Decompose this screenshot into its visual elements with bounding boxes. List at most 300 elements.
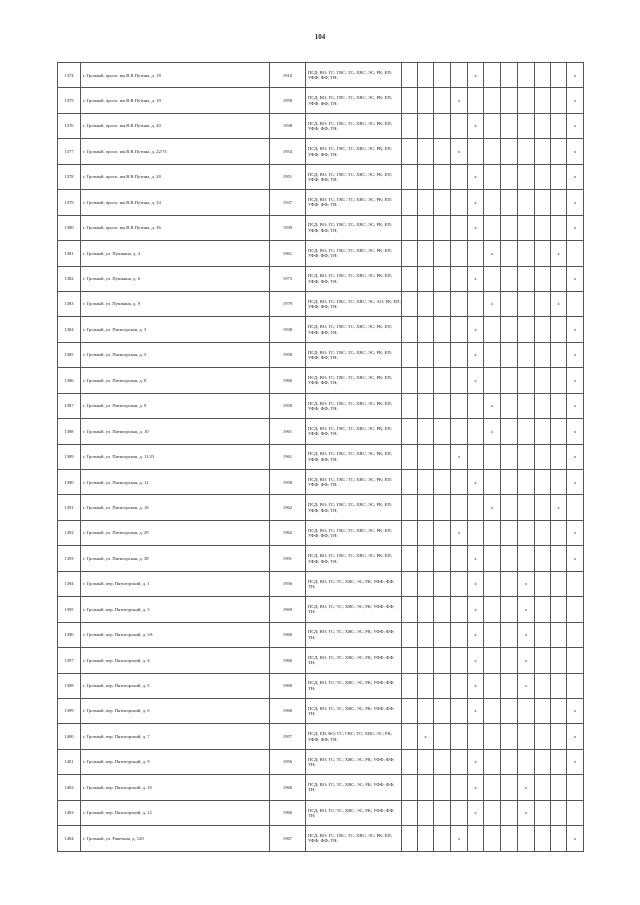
mark-cell xyxy=(484,546,501,571)
mark-cell: x xyxy=(468,470,484,495)
mark-cell xyxy=(468,88,484,113)
mark-cell xyxy=(434,368,451,393)
address-cell: г. Грозный, просп. им.В.В.Путина, д. 34 xyxy=(81,190,270,215)
mark-cell xyxy=(402,368,418,393)
mark-cell xyxy=(434,241,451,266)
mark-cell xyxy=(518,291,535,316)
mark-cell xyxy=(518,368,535,393)
mark-cell: x xyxy=(468,266,484,291)
mark-cell xyxy=(501,698,518,723)
mark-cell xyxy=(451,470,468,495)
mark-cell xyxy=(535,673,551,698)
mark-cell xyxy=(518,393,535,418)
mark-cell xyxy=(418,291,434,316)
mark-cell xyxy=(535,419,551,444)
mark-cell: x xyxy=(468,546,484,571)
mark-cell xyxy=(418,419,434,444)
mark-cell xyxy=(501,597,518,622)
mark-cell xyxy=(468,495,484,520)
mark-cell: x xyxy=(567,113,584,138)
mark-cell xyxy=(468,139,484,164)
systems-cell: ПСД; ВО; ГС; ТС; ХВС; ЭС; РК; УФФ; ФФ; ТН; xyxy=(306,648,402,673)
mark-cell xyxy=(402,648,418,673)
mark-cell xyxy=(535,800,551,825)
row-number: 1376 xyxy=(58,113,81,138)
row-number: 1389 xyxy=(58,444,81,469)
systems-cell: ПСД; ВО; ГС; ГВС; ТС; ХВС; ЭС; РК; ЕП; УФФ; ФФ; ТН; xyxy=(306,520,402,545)
mark-cell xyxy=(501,139,518,164)
mark-cell xyxy=(551,622,567,647)
mark-cell xyxy=(567,597,584,622)
mark-cell: x xyxy=(567,724,584,749)
mark-cell xyxy=(551,724,567,749)
table-row xyxy=(58,520,584,545)
mark-cell xyxy=(518,520,535,545)
address-cell: г. Грозный, пер. Пятигорский, д. 12 xyxy=(81,800,270,825)
mark-cell xyxy=(551,800,567,825)
row-number: 1391 xyxy=(58,495,81,520)
mark-cell: x xyxy=(468,571,484,596)
mark-cell: x xyxy=(518,800,535,825)
address-cell: г. Грозный, просп. им.В.В.Путина, д. 20 xyxy=(81,113,270,138)
mark-cell xyxy=(451,597,468,622)
mark-cell xyxy=(501,241,518,266)
row-number: 1398 xyxy=(58,673,81,698)
systems-cell: ПСД; ВО; ГС; ТС; ХВС; ЭС; РК; УФФ; ФФ; ТН; xyxy=(306,571,402,596)
mark-cell xyxy=(551,775,567,800)
mark-cell xyxy=(518,419,535,444)
mark-cell xyxy=(402,520,418,545)
year-cell: 1956 xyxy=(270,749,306,774)
systems-cell: ПСД; ВО; ГС; ГВС; ТС; ХВС; ЭС; РК; ЕП; УФФ; ФФ; ТН; xyxy=(306,368,402,393)
mark-cell: x xyxy=(468,164,484,189)
mark-cell xyxy=(535,63,551,88)
mark-cell xyxy=(418,520,434,545)
year-cell: 1958 xyxy=(270,470,306,495)
mark-cell: x xyxy=(518,597,535,622)
table-row xyxy=(58,190,584,215)
address-cell: г. Грозный, пер. Пятигорский, д. 10 xyxy=(81,775,270,800)
mark-cell xyxy=(551,368,567,393)
address-cell: г. Грозный, ул. Пятигорская, д. 38 xyxy=(81,546,270,571)
mark-cell xyxy=(518,724,535,749)
mark-cell xyxy=(551,698,567,723)
mark-cell xyxy=(418,368,434,393)
mark-cell xyxy=(535,393,551,418)
mark-cell: x xyxy=(567,215,584,240)
mark-cell xyxy=(451,698,468,723)
mark-cell xyxy=(402,622,418,647)
mark-cell xyxy=(418,190,434,215)
mark-cell xyxy=(567,775,584,800)
row-number: 1397 xyxy=(58,648,81,673)
mark-cell: x xyxy=(484,241,501,266)
mark-cell xyxy=(518,139,535,164)
mark-cell xyxy=(402,113,418,138)
table-row xyxy=(58,291,584,316)
mark-cell xyxy=(434,826,451,851)
mark-cell xyxy=(551,342,567,367)
systems-cell: ПСД; ВО; ГС; ГВС; ТС; ХВС; ЭС; РК; ЕП; УФФ; ФФ; ТН; xyxy=(306,419,402,444)
mark-cell xyxy=(418,88,434,113)
table-row xyxy=(58,444,584,469)
mark-cell xyxy=(434,139,451,164)
address-cell: г. Грозный, пер. Пятигорский, д. 6 xyxy=(81,698,270,723)
year-cell: 1961 xyxy=(270,241,306,266)
year-cell: 1954 xyxy=(270,139,306,164)
mark-cell xyxy=(484,63,501,88)
row-number: 1387 xyxy=(58,393,81,418)
mark-cell xyxy=(418,698,434,723)
mark-cell xyxy=(434,571,451,596)
mark-cell xyxy=(518,546,535,571)
mark-cell xyxy=(434,266,451,291)
mark-cell xyxy=(434,393,451,418)
mark-cell: x xyxy=(484,419,501,444)
mark-cell xyxy=(434,495,451,520)
mark-cell: x xyxy=(567,520,584,545)
address-cell: г. Грозный, ул. Пушкина, д. 9 xyxy=(81,291,270,316)
mark-cell: x xyxy=(484,393,501,418)
mark-cell xyxy=(551,317,567,342)
address-cell: г. Грозный, пер. Пятигорский, д. 4 xyxy=(81,648,270,673)
mark-cell xyxy=(551,749,567,774)
mark-cell: x xyxy=(518,775,535,800)
mark-cell xyxy=(451,724,468,749)
mark-cell xyxy=(484,648,501,673)
mark-cell xyxy=(535,826,551,851)
mark-cell xyxy=(402,775,418,800)
mark-cell xyxy=(518,342,535,367)
mark-cell xyxy=(418,215,434,240)
mark-cell xyxy=(484,88,501,113)
systems-cell: ПСД; ВО; ГС; ГВС; ТС; ХВС; ЭС; РК; ЕП; УФФ; ФФ; ТН; xyxy=(306,546,402,571)
mark-cell: x xyxy=(468,800,484,825)
mark-cell xyxy=(551,139,567,164)
mark-cell xyxy=(402,800,418,825)
mark-cell xyxy=(501,724,518,749)
mark-cell xyxy=(535,622,551,647)
mark-cell: x xyxy=(567,749,584,774)
mark-cell: x xyxy=(518,648,535,673)
mark-cell xyxy=(418,597,434,622)
mark-cell xyxy=(501,622,518,647)
mark-cell xyxy=(402,495,418,520)
mark-cell xyxy=(535,88,551,113)
mark-cell xyxy=(535,241,551,266)
table-row xyxy=(58,495,584,520)
mark-cell xyxy=(567,241,584,266)
mark-cell xyxy=(518,444,535,469)
mark-cell xyxy=(551,393,567,418)
mark-cell xyxy=(551,597,567,622)
mark-cell: x xyxy=(551,241,567,266)
mark-cell xyxy=(551,470,567,495)
year-cell: 1956 xyxy=(270,571,306,596)
mark-cell xyxy=(535,368,551,393)
mark-cell xyxy=(551,190,567,215)
mark-cell xyxy=(501,88,518,113)
address-cell: г. Грозный, пер. Пятигорский, д. 5 xyxy=(81,673,270,698)
year-cell: 1939 xyxy=(270,215,306,240)
mark-cell xyxy=(501,775,518,800)
year-cell: 1960 xyxy=(270,368,306,393)
mark-cell xyxy=(418,673,434,698)
mark-cell xyxy=(402,241,418,266)
systems-cell: ПСД; ВО; ГС; ГВС; ТС; ХВС; ЭС; РК; ЕП; УФФ; ФФ; ТН; xyxy=(306,241,402,266)
row-number: 1403 xyxy=(58,800,81,825)
mark-cell xyxy=(567,495,584,520)
mark-cell xyxy=(484,266,501,291)
mark-cell xyxy=(434,342,451,367)
mark-cell xyxy=(402,419,418,444)
mark-cell xyxy=(451,495,468,520)
table-row xyxy=(58,826,584,851)
mark-cell: x xyxy=(468,190,484,215)
mark-cell xyxy=(501,444,518,469)
mark-cell xyxy=(418,470,434,495)
mark-cell xyxy=(418,800,434,825)
systems-cell: ПСД; ВО; ГС; ТС; ХВС; ЭС; РК; УФФ; ФФ; ТН; xyxy=(306,775,402,800)
mark-cell xyxy=(434,698,451,723)
mark-cell xyxy=(535,470,551,495)
mark-cell xyxy=(418,113,434,138)
mark-cell xyxy=(451,673,468,698)
mark-cell: x xyxy=(468,749,484,774)
mark-cell: x xyxy=(567,444,584,469)
mark-cell xyxy=(402,139,418,164)
mark-cell xyxy=(484,775,501,800)
mark-cell xyxy=(418,749,434,774)
mark-cell xyxy=(551,648,567,673)
mark-cell xyxy=(518,826,535,851)
mark-cell xyxy=(551,164,567,189)
systems-cell: ПСД; ВО; ГС; ГВС; ТС; ХВС; ЭС; РК; ЕП; УФФ; ФФ; ТН; xyxy=(306,215,402,240)
mark-cell xyxy=(551,546,567,571)
systems-cell: ПСД; ВО; ГС; ГВС; ТС; ХВС; ЭС; РК; ЕП; УФФ; ФФ; ТН; xyxy=(306,826,402,851)
year-cell: 1910 xyxy=(270,63,306,88)
mark-cell xyxy=(402,63,418,88)
mark-cell xyxy=(434,190,451,215)
mark-cell xyxy=(551,266,567,291)
mark-cell xyxy=(535,164,551,189)
mark-cell xyxy=(484,724,501,749)
systems-cell: ПСД; ЕП; ВО; ГС; ГВС; ТС; ХВС; ЭС; РК; УФФ; ФФ; ТН; xyxy=(306,724,402,749)
mark-cell xyxy=(518,215,535,240)
systems-cell: ПСД; ВО; ГС; ГВС; ТС; ХВС; ЭС; РК; ЕП; УФФ; ФФ; ТН; xyxy=(306,444,402,469)
mark-cell xyxy=(434,648,451,673)
address-cell: г. Грозный, ул. Пушкина, д. 6 xyxy=(81,266,270,291)
mark-cell xyxy=(418,546,434,571)
address-cell: г. Грозный, пер. Пятигорский, д. 3 xyxy=(81,597,270,622)
mark-cell xyxy=(434,317,451,342)
mark-cell xyxy=(484,113,501,138)
mark-cell xyxy=(468,520,484,545)
year-cell: 1960 xyxy=(270,800,306,825)
mark-cell xyxy=(567,800,584,825)
mark-cell xyxy=(402,571,418,596)
mark-cell xyxy=(402,749,418,774)
mark-cell xyxy=(451,241,468,266)
address-cell: г. Грозный, ул. Ракетная, д. 120 xyxy=(81,826,270,851)
mark-cell xyxy=(484,826,501,851)
year-cell: 1938 xyxy=(270,113,306,138)
mark-cell xyxy=(434,724,451,749)
table-row xyxy=(58,164,584,189)
mark-cell xyxy=(418,393,434,418)
mark-cell: x xyxy=(551,495,567,520)
row-number: 1379 xyxy=(58,190,81,215)
mark-cell: x xyxy=(567,419,584,444)
mark-cell xyxy=(451,800,468,825)
systems-cell: ПСД; ВО; ГС; ГВС; ТС; ХВС; ЭС; РК; ЕП; УФФ; ФФ; ТН; xyxy=(306,113,402,138)
mark-cell xyxy=(535,698,551,723)
mark-cell xyxy=(451,190,468,215)
year-cell: 1938 xyxy=(270,317,306,342)
mark-cell xyxy=(402,291,418,316)
mark-cell xyxy=(501,164,518,189)
mark-cell xyxy=(551,444,567,469)
mark-cell: x xyxy=(567,470,584,495)
mark-cell xyxy=(501,800,518,825)
mark-cell: x xyxy=(468,673,484,698)
mark-cell: x xyxy=(567,139,584,164)
mark-cell xyxy=(567,648,584,673)
systems-cell: ПСД; ВО; ГС; ГВС; ТС; ХВС; ЭС; РК; ЕП; УФФ; ФФ; ТН; xyxy=(306,317,402,342)
table-row xyxy=(58,622,584,647)
year-cell: 1961 xyxy=(270,419,306,444)
mark-cell xyxy=(518,88,535,113)
mark-cell xyxy=(418,266,434,291)
mark-cell xyxy=(418,342,434,367)
mark-cell xyxy=(434,164,451,189)
mark-cell xyxy=(501,113,518,138)
mark-cell xyxy=(402,673,418,698)
mark-cell xyxy=(501,266,518,291)
mark-cell: x xyxy=(567,266,584,291)
row-number: 1374 xyxy=(58,63,81,88)
mark-cell xyxy=(535,648,551,673)
row-number: 1378 xyxy=(58,164,81,189)
row-number: 1380 xyxy=(58,215,81,240)
mark-cell: x xyxy=(418,724,434,749)
mark-cell xyxy=(451,393,468,418)
mark-cell: x xyxy=(567,368,584,393)
mark-cell xyxy=(418,826,434,851)
mark-cell: x xyxy=(567,826,584,851)
mark-cell xyxy=(418,164,434,189)
row-number: 1395 xyxy=(58,597,81,622)
mark-cell xyxy=(402,393,418,418)
row-number: 1396 xyxy=(58,622,81,647)
mark-cell xyxy=(418,775,434,800)
row-number: 1383 xyxy=(58,291,81,316)
systems-cell: ПСД; ВО; ГС; ГВС; ТС; ХВС; ЭС; РК; ЕП; УФФ; ФФ; ТН; xyxy=(306,164,402,189)
mark-cell xyxy=(501,571,518,596)
mark-cell: x xyxy=(468,368,484,393)
mark-cell xyxy=(535,291,551,316)
systems-cell: ПСД; ВО; ГС; ТС; ХВС; ЭС; РК; УФФ; ФФ; ТН; xyxy=(306,622,402,647)
mark-cell xyxy=(501,470,518,495)
mark-cell xyxy=(551,88,567,113)
year-cell: 1967 xyxy=(270,826,306,851)
mark-cell: x xyxy=(484,495,501,520)
address-cell: г. Грозный, ул. Пятигорская, д. 3 xyxy=(81,317,270,342)
mark-cell: x xyxy=(468,648,484,673)
mark-cell xyxy=(484,749,501,774)
table-row xyxy=(58,775,584,800)
mark-cell xyxy=(434,800,451,825)
address-cell: г. Грозный, ул. Пятигорская, д. 10 xyxy=(81,419,270,444)
mark-cell xyxy=(551,419,567,444)
table-row xyxy=(58,419,584,444)
mark-cell: x xyxy=(567,342,584,367)
mark-cell: x xyxy=(484,291,501,316)
mark-cell xyxy=(451,164,468,189)
row-number: 1385 xyxy=(58,342,81,367)
mark-cell xyxy=(501,749,518,774)
mark-cell xyxy=(418,139,434,164)
mark-cell xyxy=(402,546,418,571)
row-number: 1402 xyxy=(58,775,81,800)
row-number: 1394 xyxy=(58,571,81,596)
mark-cell xyxy=(434,622,451,647)
mark-cell xyxy=(418,317,434,342)
table-row xyxy=(58,368,584,393)
mark-cell xyxy=(518,749,535,774)
mark-cell xyxy=(535,342,551,367)
mark-cell: x xyxy=(468,215,484,240)
mark-cell: x xyxy=(468,775,484,800)
table-row xyxy=(58,63,584,88)
mark-cell xyxy=(468,724,484,749)
year-cell: 1960 xyxy=(270,673,306,698)
systems-cell: ПСД; ВО; ГС; ГВС; ТС; ХВС; ЭС; РК; ЕП; УФФ; ФФ; ТН; xyxy=(306,139,402,164)
row-number: 1392 xyxy=(58,520,81,545)
registry-body xyxy=(58,63,584,852)
mark-cell xyxy=(551,520,567,545)
mark-cell xyxy=(434,215,451,240)
mark-cell xyxy=(551,113,567,138)
row-number: 1400 xyxy=(58,724,81,749)
systems-cell: ПСД; ВО; ГС; ТС; ХВС; ЭС; РК; УФФ; ФФ; ТН; xyxy=(306,800,402,825)
mark-cell xyxy=(535,571,551,596)
mark-cell xyxy=(551,826,567,851)
row-number: 1384 xyxy=(58,317,81,342)
row-number: 1393 xyxy=(58,546,81,571)
mark-cell xyxy=(501,826,518,851)
mark-cell: x xyxy=(567,190,584,215)
systems-cell: ПСД; ВО; ГС; ТС; ХВС; ЭС; РК; УФФ; ФФ; ТН; xyxy=(306,597,402,622)
mark-cell xyxy=(501,291,518,316)
mark-cell xyxy=(535,775,551,800)
table-row xyxy=(58,342,584,367)
address-cell: г. Грозный, пер. Пятигорский, д. 7 xyxy=(81,724,270,749)
systems-cell: ПСД; ВО; ГС; ТС; ХВС; ЭС; РК; УФФ; ФФ; ТН; xyxy=(306,749,402,774)
systems-cell: ПСД; ВО; ГС; ГВС; ТС; ХВС; ЭС; РК; ЕП; УФФ; ФФ; ТН; xyxy=(306,342,402,367)
table-row xyxy=(58,317,584,342)
mark-cell xyxy=(501,63,518,88)
mark-cell xyxy=(434,470,451,495)
mark-cell xyxy=(434,113,451,138)
table-row xyxy=(58,139,584,164)
mark-cell xyxy=(535,597,551,622)
year-cell: 1962 xyxy=(270,520,306,545)
mark-cell xyxy=(535,444,551,469)
mark-cell: x xyxy=(468,597,484,622)
year-cell: 1991 xyxy=(270,546,306,571)
systems-cell: ПСД; ВО; ГС; ГВС; ТС; ХВС; ЭС; РК; ЕП; УФФ; ФФ; ТН; xyxy=(306,393,402,418)
